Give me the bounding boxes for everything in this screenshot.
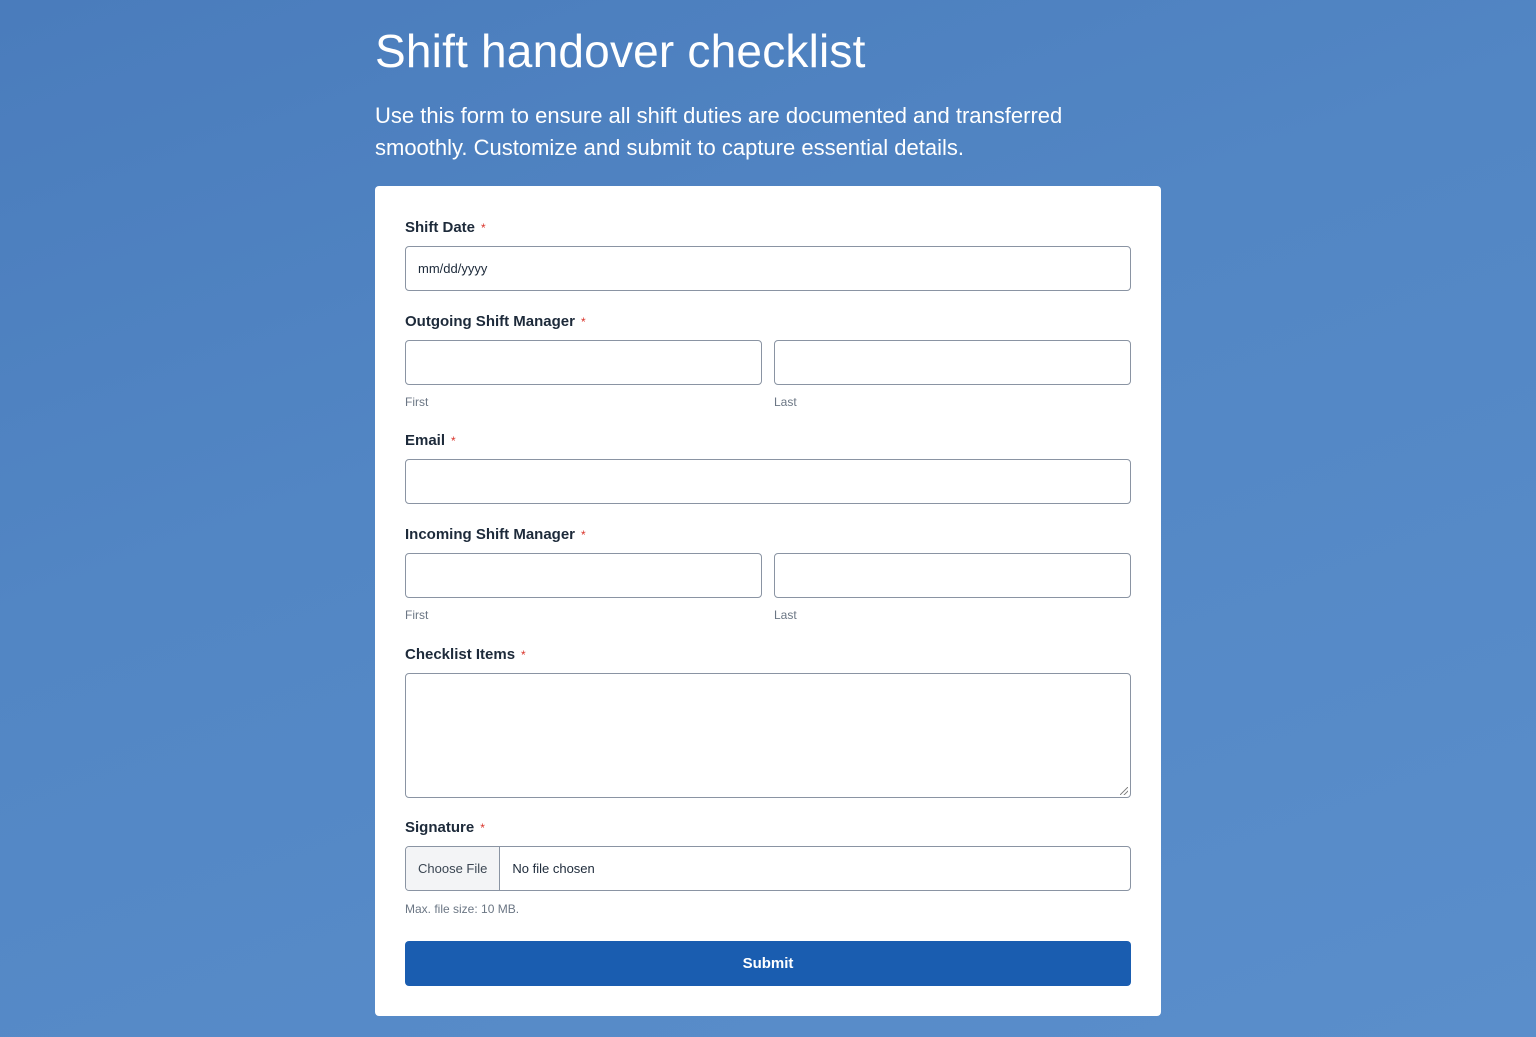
page-header bbox=[375, 24, 1135, 164]
outgoing-manager-label: Outgoing Shift Manager bbox=[405, 313, 575, 330]
incoming-manager-label: Incoming Shift Manager bbox=[405, 526, 576, 543]
signature-field bbox=[405, 819, 1131, 916]
checklist-items-textarea[interactable] bbox=[405, 673, 1131, 798]
first-sublabel: First bbox=[405, 608, 429, 622]
signature-file-input[interactable] bbox=[405, 846, 1131, 891]
shift-date-input[interactable] bbox=[405, 246, 1131, 291]
page-subtitle: Use this form to ensure all shift duties are documented and transferred smoothly. Customize and submit to capture essential details. bbox=[375, 103, 1063, 160]
required-marker: * bbox=[451, 434, 456, 448]
outgoing-first-name-input[interactable] bbox=[405, 340, 762, 385]
required-marker: * bbox=[521, 648, 526, 662]
shift-date-field bbox=[405, 219, 1131, 291]
last-sublabel: Last bbox=[774, 395, 797, 409]
required-marker: * bbox=[581, 528, 586, 542]
outgoing-manager-field bbox=[405, 313, 1131, 409]
incoming-last-name-input[interactable] bbox=[774, 553, 1131, 598]
checklist-items-field bbox=[405, 646, 1131, 798]
signature-label: Signature bbox=[405, 819, 475, 836]
submit-button[interactable]: Submit bbox=[405, 941, 1131, 986]
form-card bbox=[375, 186, 1161, 1016]
choose-file-button[interactable]: Choose File bbox=[406, 847, 500, 890]
shift-date-label: Shift Date bbox=[405, 219, 476, 236]
email-label: Email bbox=[405, 432, 446, 449]
incoming-manager-field bbox=[405, 526, 1131, 622]
required-marker: * bbox=[481, 221, 486, 235]
shift-date-placeholder: mm/dd/yyyy bbox=[418, 261, 488, 276]
required-marker: * bbox=[581, 315, 586, 329]
incoming-first-name-input[interactable] bbox=[405, 553, 762, 598]
checklist-items-label: Checklist Items bbox=[405, 646, 516, 663]
first-sublabel: First bbox=[405, 395, 429, 409]
email-input[interactable] bbox=[405, 459, 1131, 504]
last-sublabel: Last bbox=[774, 608, 797, 622]
required-marker: * bbox=[480, 821, 485, 835]
file-size-hint: Max. file size: 10 MB. bbox=[405, 902, 520, 916]
resize-handle-icon[interactable] bbox=[1120, 787, 1128, 795]
page-title: Shift handover checklist bbox=[375, 25, 866, 77]
email-field bbox=[405, 432, 1131, 504]
file-status: No file chosen bbox=[512, 861, 595, 876]
outgoing-last-name-input[interactable] bbox=[774, 340, 1131, 385]
